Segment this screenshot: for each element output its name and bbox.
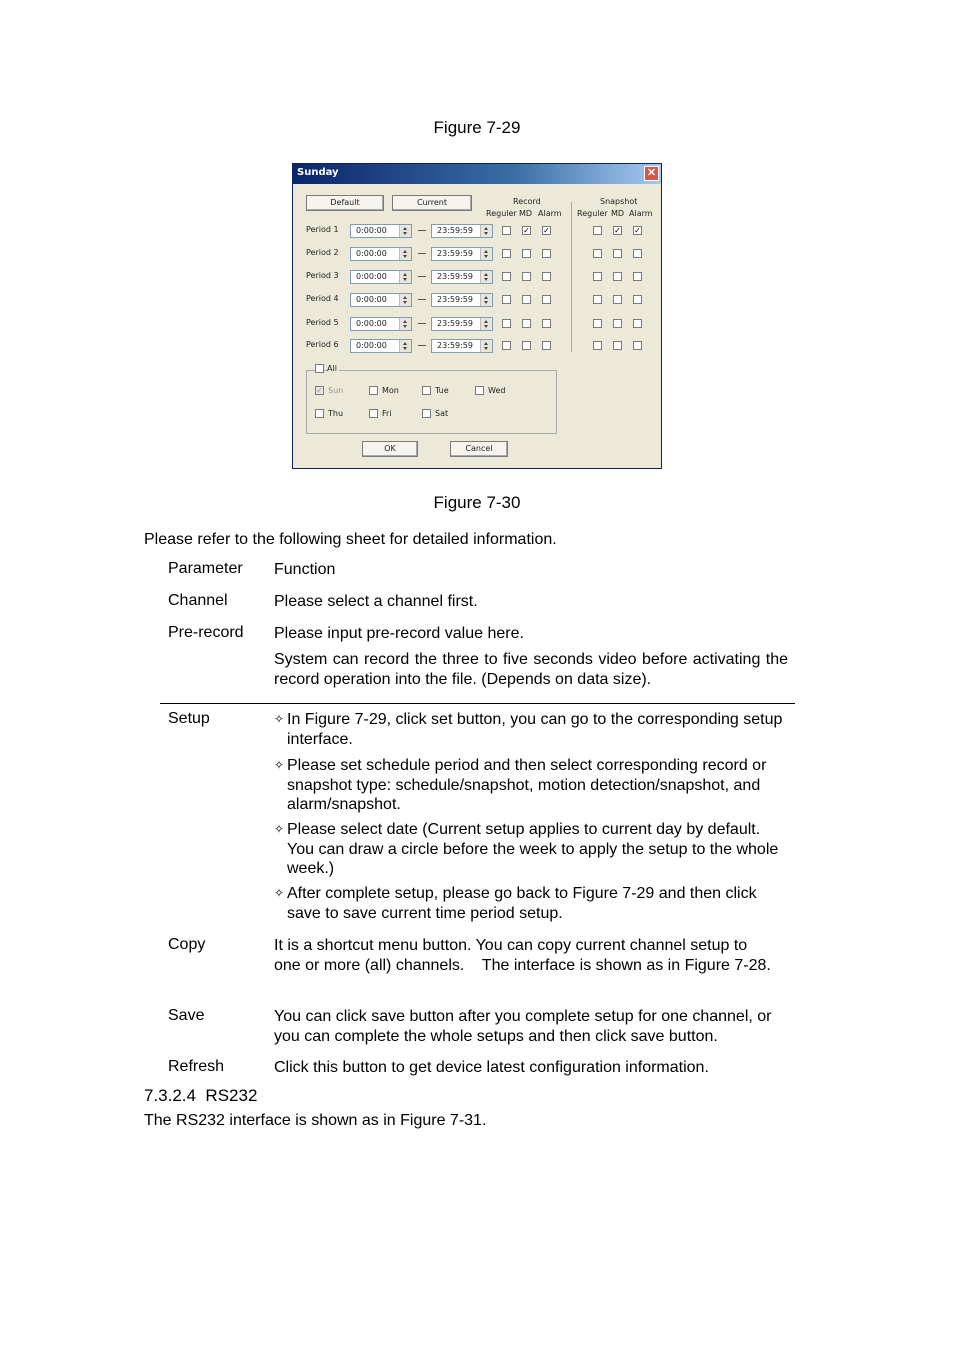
record-alarm-checkbox[interactable] <box>542 295 551 304</box>
record-alarm-checkbox[interactable] <box>542 272 551 281</box>
period-start-time-spinner[interactable] <box>350 339 412 353</box>
figure-caption-top: Figure 7-29 <box>433 118 521 137</box>
period-end-time-spinner[interactable] <box>431 317 493 331</box>
bullet-icon: ✧ <box>274 712 285 726</box>
header-function: Function <box>274 561 336 578</box>
param-prerecord: Pre-record <box>168 624 244 641</box>
spinner-arrows-icon[interactable] <box>480 294 492 306</box>
period-end-time-spinner[interactable] <box>431 270 493 284</box>
all-checkbox[interactable] <box>315 364 324 373</box>
record-reguler-checkbox[interactable] <box>502 295 511 304</box>
snapshot-reguler-checkbox[interactable] <box>593 226 602 235</box>
func-refresh: Click this button to get device latest configuration information. <box>274 1059 709 1076</box>
time-value: 0:00:00 <box>356 249 387 258</box>
period-start-time-spinner[interactable] <box>350 224 412 238</box>
record-md-checkbox[interactable] <box>522 295 531 304</box>
snapshot-md-checkbox[interactable] <box>613 249 622 258</box>
record-sub-md: MD <box>519 209 533 218</box>
schedule-dialog <box>292 163 662 469</box>
sun-label: Sun <box>328 386 344 395</box>
intro-text: Please refer to the following sheet for detailed information. <box>144 531 557 548</box>
sat-checkbox[interactable] <box>422 409 431 418</box>
period-label: Period 4 <box>306 294 339 303</box>
bullet-icon: ✧ <box>274 886 285 900</box>
fri-checkbox[interactable] <box>369 409 378 418</box>
thu-label: Thu <box>328 409 344 418</box>
current-button[interactable]: Current <box>392 195 472 211</box>
spinner-arrows-icon[interactable] <box>399 225 411 237</box>
time-value: 23:59:59 <box>437 341 473 350</box>
period-label: Period 1 <box>306 225 339 234</box>
mon-label: Mon <box>382 386 399 395</box>
snapshot-md-checkbox[interactable] <box>613 272 622 281</box>
time-value: 0:00:00 <box>356 272 387 281</box>
snapshot-reguler-checkbox[interactable] <box>593 319 602 328</box>
record-reguler-checkbox[interactable] <box>502 319 511 328</box>
spinner-arrows-icon[interactable] <box>399 294 411 306</box>
period-end-time-spinner[interactable] <box>431 293 493 307</box>
fri-label: Fri <box>382 409 392 418</box>
time-value: 23:59:59 <box>437 272 473 281</box>
snapshot-sub-reguler: Reguler <box>577 209 608 218</box>
snapshot-md-checkbox[interactable]: ✓ <box>614 226 621 235</box>
setup-bullet-2: ✧ Please set schedule period and then select corresponding record or snapshot type: schedule/snapshot, motion detection/snapshot, and alarm/snapshot. <box>274 757 767 813</box>
time-range-dash <box>418 299 426 300</box>
func-prerecord-2: System can record the three to five seconds video before activating the record operation into the file. (Depends on data size). <box>274 651 788 688</box>
time-value: 0:00:00 <box>356 341 387 350</box>
snapshot-md-checkbox[interactable] <box>613 319 622 328</box>
record-md-checkbox[interactable] <box>522 341 531 350</box>
tue-checkbox[interactable] <box>422 386 431 395</box>
time-range-dash <box>418 276 426 277</box>
record-reguler-checkbox[interactable] <box>502 249 511 258</box>
spinner-arrows-icon[interactable] <box>480 271 492 283</box>
time-range-dash <box>418 253 426 254</box>
wed-label: Wed <box>488 386 506 395</box>
snapshot-reguler-checkbox[interactable] <box>593 272 602 281</box>
table-divider <box>160 703 795 704</box>
period-label: Period 3 <box>306 271 339 280</box>
param-refresh: Refresh <box>168 1058 225 1075</box>
record-sub-reguler: Reguler <box>486 209 517 218</box>
record-reguler-checkbox[interactable] <box>502 272 511 281</box>
dialog-titlebar <box>293 164 661 184</box>
time-value: 23:59:59 <box>437 226 473 235</box>
weekday-group <box>306 370 557 434</box>
record-alarm-checkbox[interactable] <box>542 319 551 328</box>
default-button[interactable]: Default <box>306 195 384 211</box>
record-alarm-checkbox[interactable]: ✓ <box>543 226 550 235</box>
record-md-checkbox[interactable] <box>522 272 531 281</box>
snapshot-sub-md: MD <box>611 209 625 218</box>
column-separator <box>571 202 572 352</box>
record-alarm-checkbox[interactable] <box>542 341 551 350</box>
spinner-arrows-icon[interactable] <box>399 318 411 330</box>
snapshot-alarm-checkbox[interactable]: ✓ <box>634 226 641 235</box>
period-label: Period 2 <box>306 248 339 257</box>
time-range-dash <box>418 345 426 346</box>
spinner-arrows-icon[interactable] <box>480 318 492 330</box>
bullet-icon: ✧ <box>274 758 285 772</box>
period-start-time-spinner[interactable] <box>350 293 412 307</box>
time-range-dash <box>418 323 426 324</box>
time-value: 23:59:59 <box>437 249 473 258</box>
record-md-checkbox[interactable] <box>522 319 531 328</box>
snapshot-alarm-checkbox[interactable] <box>633 319 642 328</box>
spinner-arrows-icon[interactable] <box>480 340 492 352</box>
func-prerecord-1: Please input pre-record value here. <box>274 625 524 642</box>
wed-checkbox[interactable] <box>475 386 484 395</box>
record-sub-alarm: Alarm <box>538 209 562 218</box>
dialog-title: Sunday <box>297 167 339 178</box>
figure-caption-bottom: Figure 7-30 <box>433 493 521 512</box>
snapshot-md-checkbox[interactable] <box>613 341 622 350</box>
spinner-arrows-icon[interactable] <box>480 225 492 237</box>
snapshot-alarm-checkbox[interactable] <box>633 341 642 350</box>
bullet-icon: ✧ <box>274 822 285 836</box>
period-label: Period 5 <box>306 318 339 327</box>
func-save: You can click save button after you complete setup for one channel, or you can complete the whole setups and then click save button. <box>274 1008 772 1045</box>
snapshot-alarm-checkbox[interactable] <box>633 295 642 304</box>
snapshot-alarm-checkbox[interactable] <box>633 272 642 281</box>
period-start-time-spinner[interactable] <box>350 247 412 261</box>
snapshot-reguler-checkbox[interactable] <box>593 295 602 304</box>
param-channel: Channel <box>168 592 228 609</box>
setup-bullet-4: ✧ After complete setup, please go back to Figure 7-29 and then click save to save current time period setup. <box>274 885 757 922</box>
func-copy: It is a shortcut menu button. You can copy current channel setup to one or more (all) channels. The interface is shown as in Figure 7-28. <box>274 937 771 974</box>
param-copy: Copy <box>168 936 206 953</box>
record-md-checkbox[interactable] <box>522 249 531 258</box>
section-heading: 7.3.2.4 RS232 <box>144 1086 258 1105</box>
spinner-arrows-icon[interactable] <box>399 340 411 352</box>
time-value: 23:59:59 <box>437 295 473 304</box>
snapshot-reguler-checkbox[interactable] <box>593 249 602 258</box>
period-start-time-spinner[interactable] <box>350 317 412 331</box>
period-end-time-spinner[interactable] <box>431 339 493 353</box>
spinner-arrows-icon[interactable] <box>399 248 411 260</box>
mon-checkbox[interactable] <box>369 386 378 395</box>
param-setup: Setup <box>168 710 210 727</box>
snapshot-alarm-checkbox[interactable] <box>633 249 642 258</box>
param-save: Save <box>168 1007 205 1024</box>
all-label: All <box>327 364 337 373</box>
thu-checkbox[interactable] <box>315 409 324 418</box>
header-parameter: Parameter <box>168 560 243 577</box>
section-text: The RS232 interface is shown as in Figure 7-31. <box>144 1112 487 1129</box>
record-reguler-checkbox[interactable] <box>502 341 511 350</box>
cancel-button[interactable]: Cancel <box>450 441 508 457</box>
period-label: Period 6 <box>306 340 339 349</box>
time-value: 0:00:00 <box>356 319 387 328</box>
tue-label: Tue <box>435 386 449 395</box>
period-end-time-spinner[interactable] <box>431 224 493 238</box>
record-header: Record <box>513 197 541 206</box>
ok-button[interactable]: OK <box>362 441 418 457</box>
period-start-time-spinner[interactable] <box>350 270 412 284</box>
snapshot-sub-alarm: Alarm <box>629 209 653 218</box>
period-end-time-spinner[interactable] <box>431 247 493 261</box>
time-value: 23:59:59 <box>437 319 473 328</box>
time-range-dash <box>418 230 426 231</box>
snapshot-md-checkbox[interactable] <box>613 295 622 304</box>
record-reguler-checkbox[interactable] <box>502 226 511 235</box>
time-value: 0:00:00 <box>356 226 387 235</box>
record-md-checkbox[interactable]: ✓ <box>523 226 530 235</box>
spinner-arrows-icon[interactable] <box>399 271 411 283</box>
setup-bullet-3: ✧ Please select date (Current setup applies to current day by default. You can draw a circle before the week to apply the setup to the whole week.) <box>274 821 779 877</box>
sat-label: Sat <box>435 409 449 418</box>
snapshot-header: Snapshot <box>600 197 638 206</box>
func-channel: Please select a channel first. <box>274 593 478 610</box>
sun-checkbox: ✓ <box>316 386 323 395</box>
spinner-arrows-icon[interactable] <box>480 248 492 260</box>
time-value: 0:00:00 <box>356 295 387 304</box>
close-icon[interactable]: ✕ <box>644 166 659 181</box>
snapshot-reguler-checkbox[interactable] <box>593 341 602 350</box>
record-alarm-checkbox[interactable] <box>542 249 551 258</box>
setup-bullet-1: ✧ In Figure 7-29, click set button, you can go to the corresponding setup interface. <box>274 711 783 748</box>
